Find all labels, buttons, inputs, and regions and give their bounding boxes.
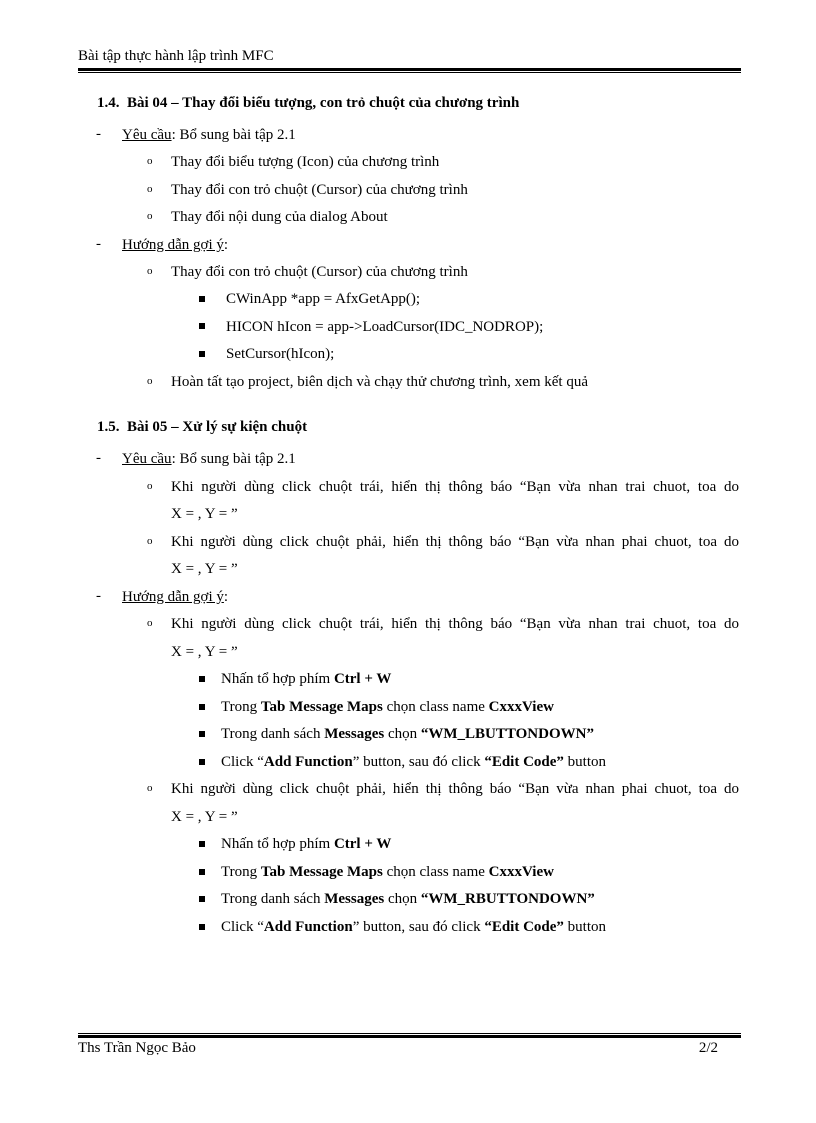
s15-req-xy: X = , Y = ”	[171, 506, 238, 522]
step-line: Click “Add Function” button, sau đó click “Edit Code” button	[221, 919, 607, 935]
bullet-dash-icon: -	[96, 450, 101, 466]
footer-author: Ths Trần Ngọc Bảo	[78, 1040, 196, 1056]
square-bullet-icon	[199, 676, 205, 682]
s15-guide-xy: X = , Y = ”	[171, 644, 238, 660]
s15-requirement: Yêu cầu: Bổ sung bài tập 2.1	[122, 451, 296, 467]
circle-bullet-icon: o	[147, 183, 153, 195]
circle-bullet-icon: o	[147, 617, 153, 629]
header-rule	[78, 68, 741, 71]
s15-req-right-click: Khi người dùng click chuột phải, hiển thị thông báo “Bạn vừa nhan phai chuot, toa do	[171, 534, 739, 550]
s14-req-item: Thay đổi con trỏ chuột (Cursor) của chương trình	[171, 182, 468, 198]
footer-page-number: 2/2	[698, 1040, 718, 1056]
code-line: HICON hIcon = app->LoadCursor(IDC_NODROP);	[226, 319, 544, 335]
s15-req-xy: X = , Y = ”	[171, 561, 238, 577]
footer-rule-thin	[78, 1033, 741, 1034]
section-1-4-heading: 1.4. Bài 04 – Thay đổi biểu tượng, con trỏ chuột của chương trình	[97, 95, 520, 111]
s15-guide-left-click: Khi người dùng click chuột trái, hiển thị thông báo “Bạn vừa nhan trai chuot, toa do	[171, 616, 739, 632]
circle-bullet-icon: o	[147, 155, 153, 167]
step-line: Click “Add Function” button, sau đó click “Edit Code” button	[221, 754, 607, 770]
square-bullet-icon	[199, 759, 205, 765]
header-rule-thin	[78, 72, 741, 73]
square-bullet-icon	[199, 896, 205, 902]
bullet-dash-icon: -	[96, 236, 101, 252]
s14-guide-item: Hoàn tất tạo project, biên dịch và chạy thử chương trình, xem kết quả	[171, 374, 588, 390]
bullet-dash-icon: -	[96, 126, 101, 142]
step-line: Trong Tab Message Maps chọn class name CxxxView	[221, 864, 554, 880]
bullet-dash-icon: -	[96, 588, 101, 604]
circle-bullet-icon: o	[147, 480, 153, 492]
header-title: Bài tập thực hành lập trình MFC	[78, 48, 274, 64]
s14-requirement: Yêu cầu: Bổ sung bài tập 2.1	[122, 127, 296, 143]
square-bullet-icon	[199, 351, 205, 357]
square-bullet-icon	[199, 924, 205, 930]
code-line: CWinApp *app = AfxGetApp();	[226, 291, 421, 307]
s14-guide-item: Thay đổi con trỏ chuột (Cursor) của chương trình	[171, 264, 468, 280]
circle-bullet-icon: o	[147, 535, 153, 547]
square-bullet-icon	[199, 841, 205, 847]
square-bullet-icon	[199, 323, 205, 329]
step-line: Trong Tab Message Maps chọn class name CxxxView	[221, 699, 554, 715]
s14-req-item: Thay đổi nội dung của dialog About	[171, 209, 388, 225]
step-line: Trong danh sách Messages chọn “WM_LBUTTONDOWN”	[221, 726, 594, 742]
circle-bullet-icon: o	[147, 375, 153, 387]
square-bullet-icon	[199, 704, 205, 710]
s14-guide: Hướng dẫn gợi ý:	[122, 237, 229, 253]
s15-req-left-click: Khi người dùng click chuột trái, hiển thị thông báo “Bạn vừa nhan trai chuot, toa do	[171, 479, 739, 495]
section-1-5-heading: 1.5. Bài 05 – Xử lý sự kiện chuột	[97, 419, 308, 435]
square-bullet-icon	[199, 731, 205, 737]
step-line: Trong danh sách Messages chọn “WM_RBUTTONDOWN”	[221, 891, 595, 907]
code-line: SetCursor(hIcon);	[226, 346, 335, 362]
square-bullet-icon	[199, 869, 205, 875]
step-line: Nhấn tổ hợp phím Ctrl + W	[221, 836, 392, 852]
square-bullet-icon	[199, 296, 205, 302]
circle-bullet-icon: o	[147, 210, 153, 222]
s14-req-item: Thay đổi biểu tượng (Icon) của chương trình	[171, 154, 440, 170]
s15-guide-xy: X = , Y = ”	[171, 809, 238, 825]
s15-guide-right-click: Khi người dùng click chuột phải, hiển thị thông báo “Bạn vừa nhan phai chuot, toa do	[171, 781, 739, 797]
s15-guide: Hướng dẫn gợi ý:	[122, 589, 229, 605]
step-line: Nhấn tổ hợp phím Ctrl + W	[221, 671, 392, 687]
circle-bullet-icon: o	[147, 265, 153, 277]
circle-bullet-icon: o	[147, 782, 153, 794]
footer-rule	[78, 1035, 741, 1038]
